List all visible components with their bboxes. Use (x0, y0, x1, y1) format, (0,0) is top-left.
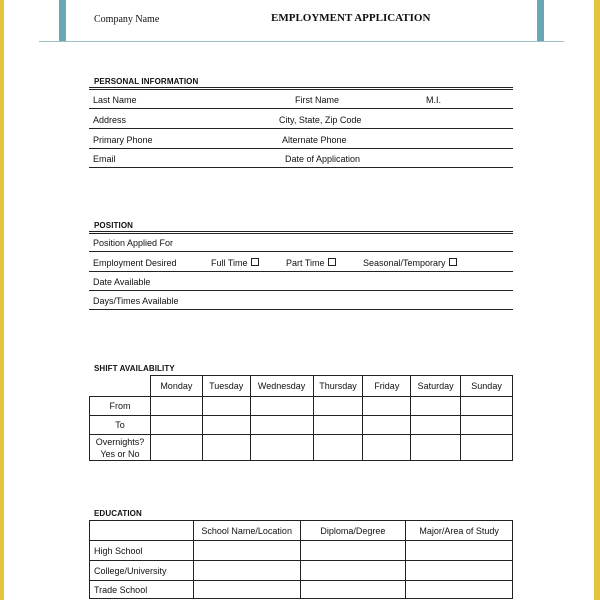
shift-day-header: Wednesday (250, 376, 313, 397)
overnights-label-line2: Yes or No (100, 448, 140, 459)
education-cell[interactable] (406, 541, 513, 561)
education-cell[interactable] (193, 541, 300, 561)
shift-cell[interactable] (202, 416, 250, 435)
shift-cell[interactable] (313, 397, 363, 416)
checkbox-part-time[interactable] (328, 258, 336, 266)
checkbox-seasonal-temporary[interactable] (449, 258, 457, 266)
header-right-accent (537, 0, 544, 41)
shift-row-overnights (90, 435, 513, 461)
row-address[interactable] (89, 111, 513, 129)
shift-cell[interactable] (150, 416, 202, 435)
education-row-trade-school (90, 581, 513, 599)
shift-cell[interactable] (461, 397, 513, 416)
row-days-times-available[interactable] (89, 292, 513, 310)
label-full-time: Full Time (211, 258, 248, 268)
education-cell[interactable] (406, 561, 513, 581)
label-part-time: Part Time (286, 258, 325, 268)
shift-day-header: Sunday (461, 376, 513, 397)
label-date-available: Date Available (93, 277, 151, 287)
label-email: Email (93, 154, 116, 164)
education-row-college (90, 561, 513, 581)
row-position-applied[interactable] (89, 234, 513, 252)
label-first-name: First Name (295, 95, 340, 105)
education-table (89, 520, 513, 599)
section-title-education: EDUCATION (94, 509, 142, 518)
shift-cell[interactable] (411, 416, 461, 435)
education-cell[interactable] (406, 581, 513, 599)
label-date-of-application: Date of Application (285, 154, 361, 164)
row-name[interactable] (89, 91, 513, 109)
label-seasonal-temporary: Seasonal/Temporary (363, 258, 446, 268)
section-title-personal: PERSONAL INFORMATION (94, 77, 199, 86)
row-phone[interactable] (89, 131, 513, 149)
education-corner-cell (90, 521, 194, 541)
shift-row-label-to: To (90, 416, 151, 435)
label-alternate-phone: Alternate Phone (282, 135, 347, 145)
shift-cell[interactable] (202, 435, 250, 461)
row-employment-desired (89, 254, 513, 272)
education-cell[interactable] (193, 581, 300, 599)
shift-cell[interactable] (313, 435, 363, 461)
shift-day-header: Friday (363, 376, 411, 397)
shift-header-row (90, 376, 513, 397)
education-row-label: College/University (90, 561, 194, 581)
shift-cell[interactable] (250, 435, 313, 461)
shift-day-header: Saturday (411, 376, 461, 397)
row-date-available[interactable] (89, 273, 513, 291)
row-email[interactable] (89, 150, 513, 168)
label-address: Address (93, 115, 127, 125)
option-seasonal-temporary[interactable] (363, 258, 457, 268)
overnights-label-line1: Overnights? (95, 436, 145, 447)
shift-row-label-from: From (90, 397, 151, 416)
shift-cell[interactable] (250, 397, 313, 416)
label-days-times-available: Days/Times Available (93, 296, 179, 306)
shift-day-header: Monday (150, 376, 202, 397)
shift-cell[interactable] (313, 416, 363, 435)
shift-cell[interactable] (363, 435, 411, 461)
shift-cell[interactable] (461, 416, 513, 435)
label-primary-phone: Primary Phone (93, 135, 153, 145)
label-city-state-zip: City, State, Zip Code (279, 115, 362, 125)
shift-corner-cell (90, 376, 151, 397)
shift-cell[interactable] (363, 416, 411, 435)
education-column-header: Major/Area of Study (406, 521, 513, 541)
education-cell[interactable] (300, 561, 406, 581)
shift-row-to (90, 416, 513, 435)
application-page (4, 0, 594, 600)
shift-day-header: Thursday (313, 376, 363, 397)
shift-cell[interactable] (150, 435, 202, 461)
company-name: Company Name (94, 14, 160, 25)
education-row-label: High School (90, 541, 194, 561)
shift-cell[interactable] (411, 435, 461, 461)
shift-day-header: Tuesday (202, 376, 250, 397)
option-full-time[interactable] (211, 258, 259, 268)
shift-cell[interactable] (461, 435, 513, 461)
label-employment-desired: Employment Desired (93, 258, 177, 268)
section-title-shift: SHIFT AVAILABILITY (94, 364, 175, 373)
education-row-label: Trade School (90, 581, 194, 599)
label-position-applied-for: Position Applied For (93, 238, 174, 248)
shift-cell[interactable] (363, 397, 411, 416)
shift-cell[interactable] (411, 397, 461, 416)
education-cell[interactable] (193, 561, 300, 581)
shift-cell[interactable] (150, 397, 202, 416)
header-left-accent (59, 0, 66, 41)
education-row-high-school (90, 541, 513, 561)
shift-availability-table (89, 375, 513, 461)
option-part-time[interactable] (286, 258, 336, 268)
education-cell[interactable] (300, 581, 406, 599)
shift-row-from (90, 397, 513, 416)
education-cell[interactable] (300, 541, 406, 561)
shift-cell[interactable] (250, 416, 313, 435)
label-last-name: Last Name (93, 95, 137, 105)
header-rule (39, 41, 564, 42)
shift-cell[interactable] (202, 397, 250, 416)
section-rule-personal (89, 87, 513, 90)
section-title-position: POSITION (94, 221, 134, 230)
page-header (4, 0, 594, 42)
form-title: EMPLOYMENT APPLICATION (271, 12, 431, 24)
checkbox-full-time[interactable] (251, 258, 259, 266)
education-header-row (90, 521, 513, 541)
shift-row-label-overnights (90, 435, 151, 461)
label-mi: M.I. (426, 95, 441, 105)
education-column-header: School Name/Location (193, 521, 300, 541)
education-column-header: Diploma/Degree (300, 521, 406, 541)
